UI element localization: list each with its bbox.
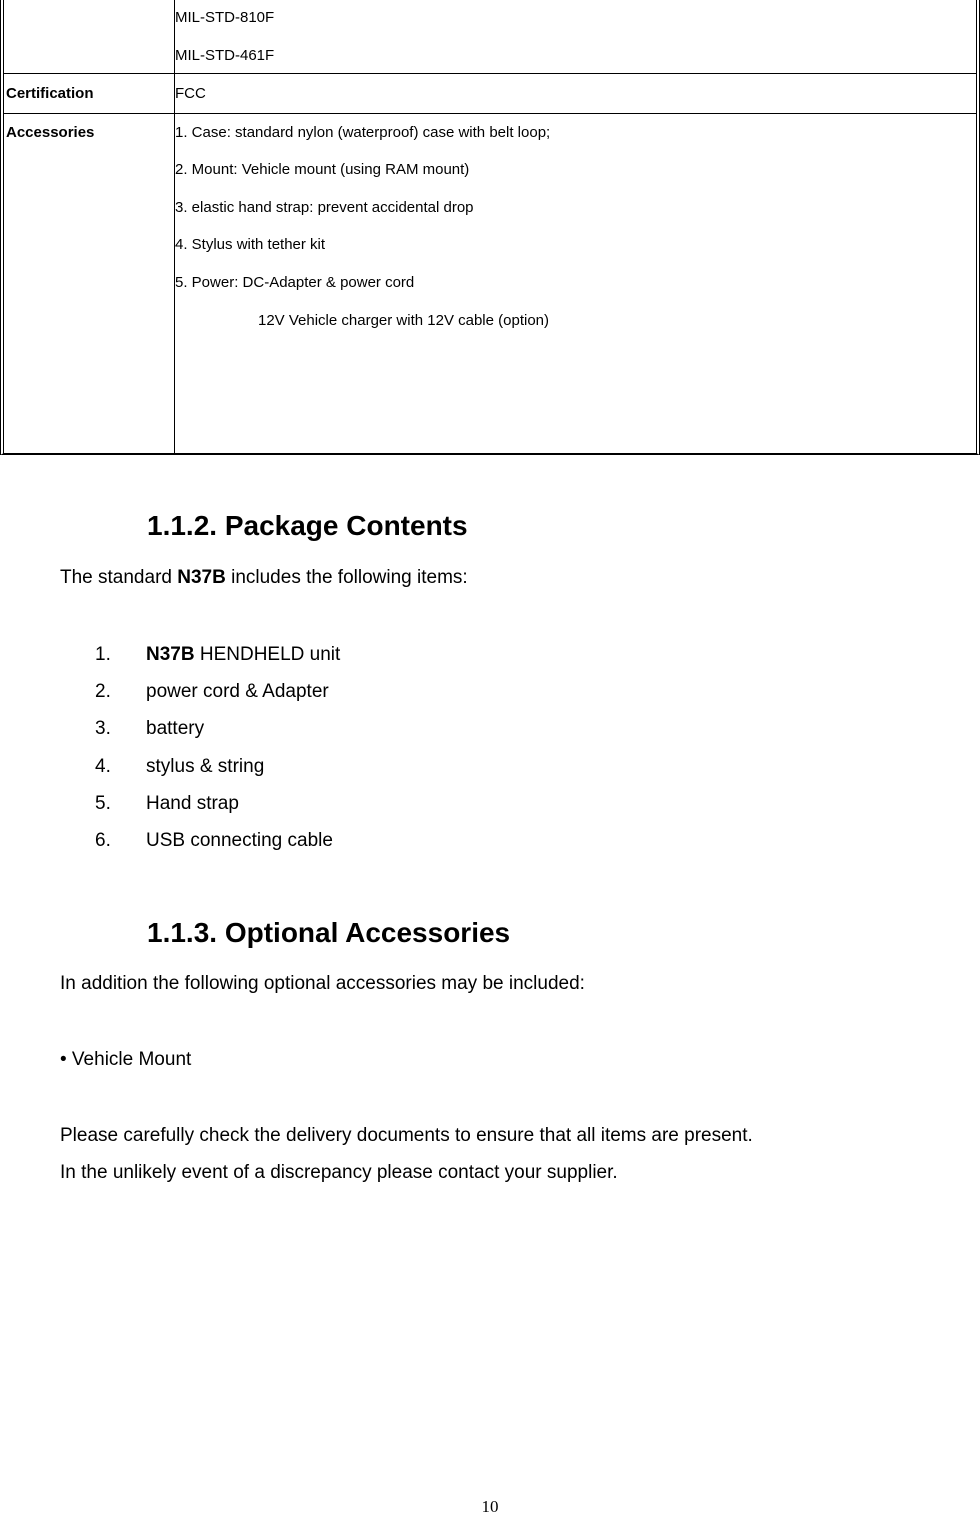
package-intro	[60, 567, 468, 589]
list-item: USB connecting cable	[146, 830, 333, 851]
list-number: 6.	[95, 830, 111, 851]
spec-table	[0, 0, 980, 455]
accessory-item: 5. Power: DC-Adapter & power cord	[175, 274, 415, 291]
model-name: N37B	[146, 644, 195, 665]
intro-text: includes the following items:	[225, 567, 468, 588]
accessory-item: 4. Stylus with tether kit	[175, 236, 326, 253]
optional-accessories-heading: 1.1.3. Optional Accessories	[147, 917, 511, 948]
page-number: 10	[481, 1497, 499, 1516]
optional-intro: In addition the following optional accessories may be included:	[60, 973, 585, 994]
list-item-text: HENDHELD unit	[194, 644, 341, 665]
accessory-item: 1. Case: standard nylon (waterproof) case with belt loop;	[175, 124, 551, 141]
delivery-note: Please carefully check the delivery documents to ensure that all items are present.	[60, 1125, 753, 1146]
standard-item: MIL-STD-810F	[175, 9, 275, 26]
list-item: stylus & string	[146, 756, 265, 777]
list-number: 5.	[95, 793, 111, 814]
accessories-label: Accessories	[6, 124, 95, 141]
certification-value: FCC	[175, 85, 206, 102]
list-item	[146, 644, 340, 666]
accessory-item: 3. elastic hand strap: prevent accidental drop	[175, 199, 474, 216]
list-number: 1.	[95, 644, 111, 665]
list-number: 2.	[95, 681, 111, 702]
package-contents-heading: 1.1.2. Package Contents	[147, 510, 468, 541]
optional-bullet-item: • Vehicle Mount	[60, 1049, 192, 1070]
column-divider	[174, 0, 175, 453]
standard-item: MIL-STD-461F	[175, 47, 275, 64]
model-name: N37B	[177, 567, 226, 588]
row-divider	[4, 73, 976, 74]
list-number: 4.	[95, 756, 111, 777]
intro-text: The standard	[60, 567, 178, 588]
list-number: 3.	[95, 718, 111, 739]
row-divider	[4, 113, 976, 114]
list-item: Hand strap	[146, 793, 239, 814]
list-item: battery	[146, 718, 205, 739]
supplier-note: In the unlikely event of a discrepancy please contact your supplier.	[60, 1162, 618, 1183]
list-item: power cord & Adapter	[146, 681, 329, 702]
certification-label: Certification	[6, 85, 94, 102]
accessory-item: 12V Vehicle charger with 12V cable (option)	[258, 312, 550, 329]
accessory-item: 2. Mount: Vehicle mount (using RAM mount)	[175, 161, 470, 178]
